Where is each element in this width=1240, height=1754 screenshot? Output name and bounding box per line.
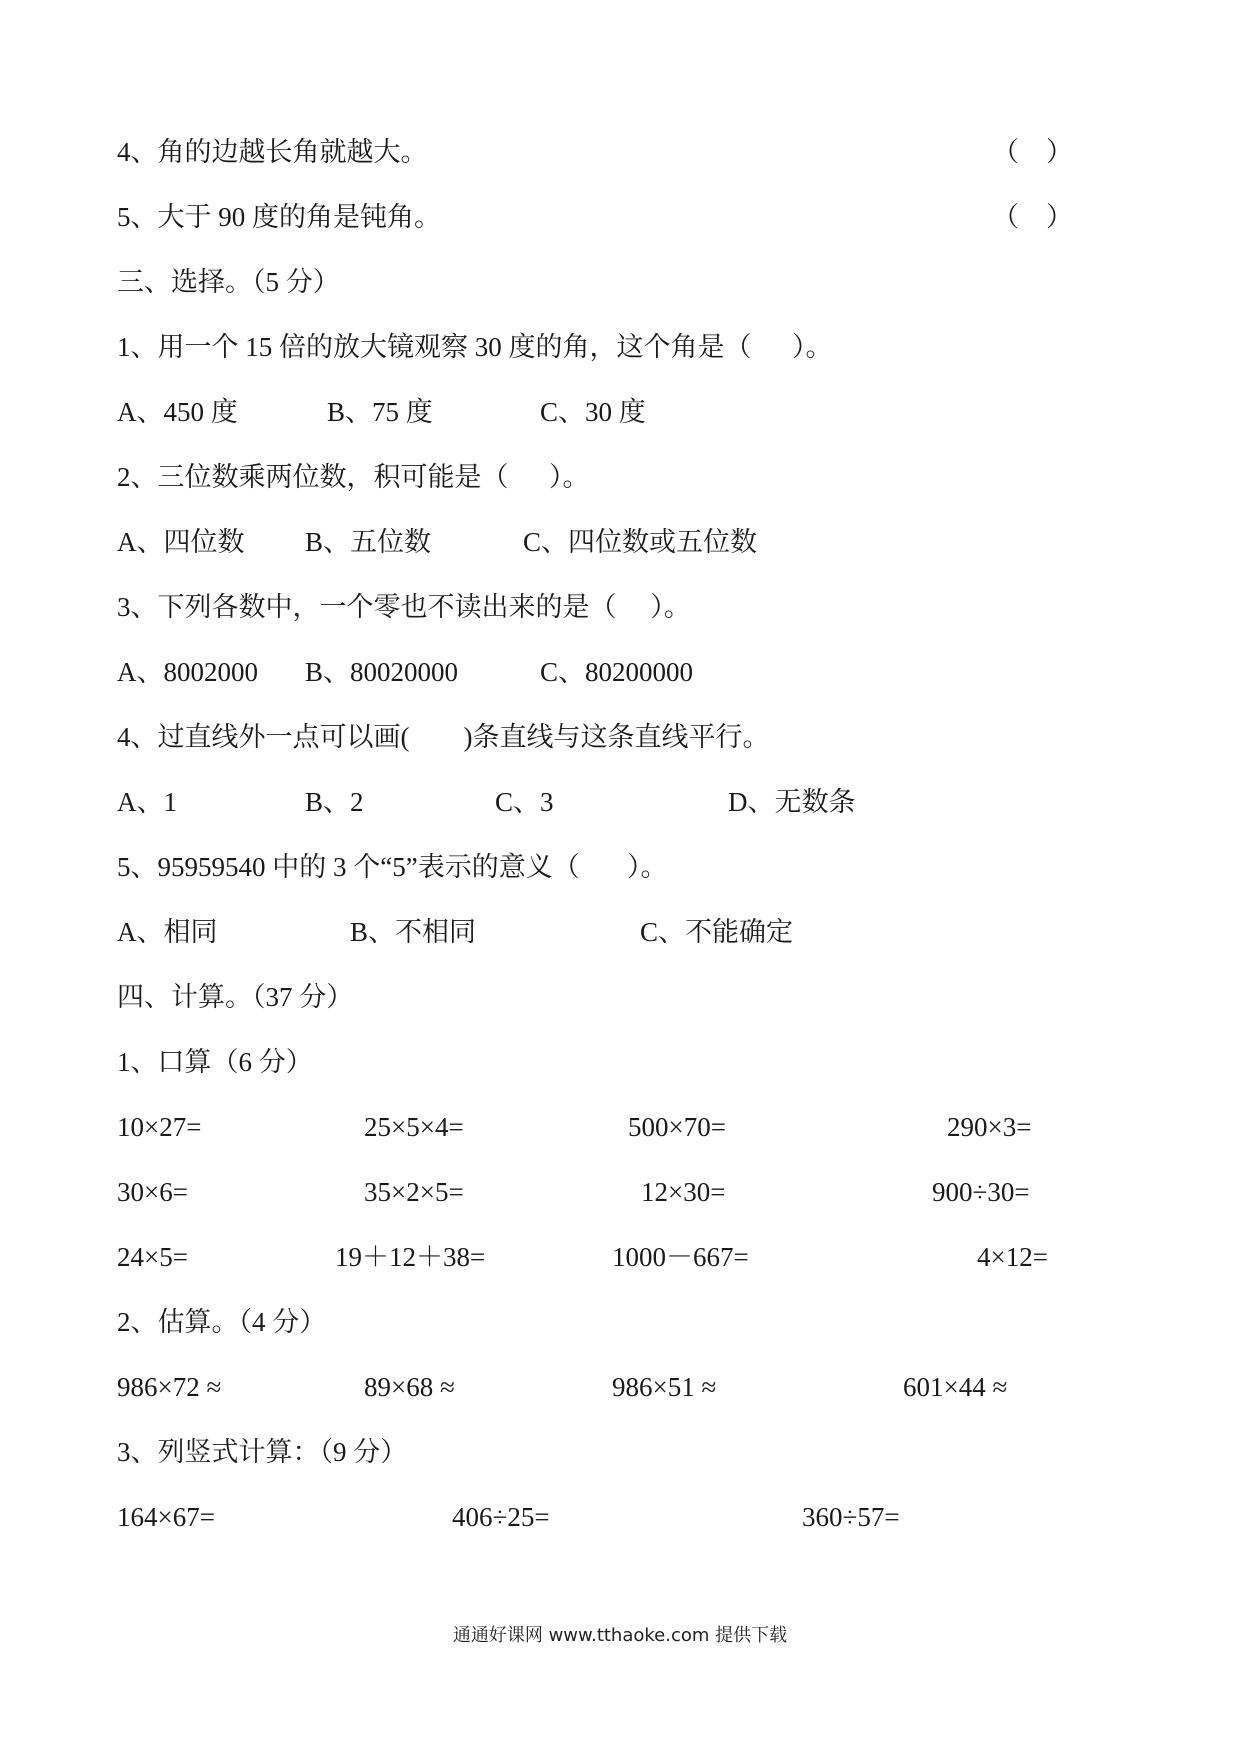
judgement-item — [0, 135, 1240, 169]
math-expression: 24×5= — [117, 1242, 188, 1272]
judgement-text: 4、角的边越长角就越大。 — [117, 137, 428, 167]
math-expression: 164×67= — [117, 1502, 215, 1532]
option-b: B、2 — [305, 787, 364, 817]
vertical-row — [0, 1500, 1240, 1534]
section-heading-choice — [0, 265, 1240, 299]
option-a: A、四位数 — [117, 527, 245, 557]
option-c: C、3 — [495, 787, 554, 817]
option-c: C、30 度 — [540, 397, 646, 427]
judgement-item — [0, 200, 1240, 234]
choice-question — [0, 590, 1240, 624]
answer-blank: （ ） — [992, 202, 1073, 232]
math-expression: 986×72 ≈ — [117, 1372, 222, 1402]
math-expression: 10×27= — [117, 1112, 202, 1142]
option-b: B、五位数 — [305, 527, 432, 557]
question-text: 5、95959540 中的 3 个“5”表示的意义（ ）。 — [117, 852, 668, 882]
option-c: C、四位数或五位数 — [523, 527, 758, 557]
math-expression: 601×44 ≈ — [903, 1372, 1008, 1402]
subsection-title: 3、列竖式计算：（9 分） — [117, 1437, 408, 1467]
math-expression: 89×68 ≈ — [364, 1372, 455, 1402]
mental-row — [0, 1240, 1240, 1274]
math-expression: 500×70= — [628, 1112, 726, 1142]
question-text: 1、用一个 15 倍的放大镜观察 30 度的角，这个角是（ ）。 — [117, 332, 833, 362]
question-text: 3、下列各数中，一个零也不读出来的是（ ）。 — [117, 592, 691, 622]
math-expression: 4×12= — [977, 1242, 1048, 1272]
math-expression: 25×5×4= — [364, 1112, 464, 1142]
judgement-text: 5、大于 90 度的角是钝角。 — [117, 202, 441, 232]
section-heading-calculation — [0, 980, 1240, 1014]
mental-row — [0, 1175, 1240, 1209]
option-c: C、不能确定 — [640, 917, 794, 947]
choice-options — [0, 525, 1240, 559]
math-expression: 360÷57= — [802, 1502, 900, 1532]
math-expression: 19＋12＋38= — [335, 1242, 486, 1272]
math-expression: 30×6= — [117, 1177, 188, 1207]
option-d: D、无数条 — [728, 787, 856, 817]
choice-options — [0, 915, 1240, 949]
subsection-heading-vertical — [0, 1435, 1240, 1469]
choice-options — [0, 785, 1240, 819]
section-title: 三、选择。（5 分） — [117, 267, 340, 297]
math-expression: 1000－667= — [612, 1242, 749, 1272]
math-expression: 986×51 ≈ — [612, 1372, 717, 1402]
subsection-title: 2、估算。（4 分） — [117, 1307, 327, 1337]
math-expression: 12×30= — [641, 1177, 726, 1207]
subsection-heading-estimate — [0, 1305, 1240, 1339]
option-b: B、80020000 — [305, 657, 459, 687]
page-footer: 通通好课网 www.tthaoke.com 提供下载 — [452, 1625, 788, 1646]
choice-question — [0, 720, 1240, 754]
question-text: 4、过直线外一点可以画( )条直线与这条直线平行。 — [117, 722, 770, 752]
question-text: 2、三位数乘两位数，积可能是（ ）。 — [117, 462, 590, 492]
estimate-row — [0, 1370, 1240, 1404]
math-expression: 290×3= — [947, 1112, 1032, 1142]
option-a: A、8002000 — [117, 657, 258, 687]
choice-question — [0, 460, 1240, 494]
subsection-title: 1、口算（6 分） — [117, 1047, 313, 1077]
option-a: A、相同 — [117, 917, 218, 947]
choice-question — [0, 850, 1240, 884]
choice-options — [0, 655, 1240, 689]
option-b: B、不相同 — [350, 917, 477, 947]
math-expression: 35×2×5= — [364, 1177, 464, 1207]
math-expression: 900÷30= — [932, 1177, 1030, 1207]
subsection-heading-mental — [0, 1045, 1240, 1079]
answer-blank: （ ） — [992, 137, 1073, 167]
option-c: C、80200000 — [540, 657, 694, 687]
option-b: B、75 度 — [327, 397, 433, 427]
choice-question — [0, 330, 1240, 364]
math-expression: 406÷25= — [452, 1502, 550, 1532]
mental-row — [0, 1110, 1240, 1144]
option-a: A、450 度 — [117, 397, 238, 427]
section-title: 四、计算。（37 分） — [117, 982, 354, 1012]
choice-options — [0, 395, 1240, 429]
option-a: A、1 — [117, 787, 177, 817]
